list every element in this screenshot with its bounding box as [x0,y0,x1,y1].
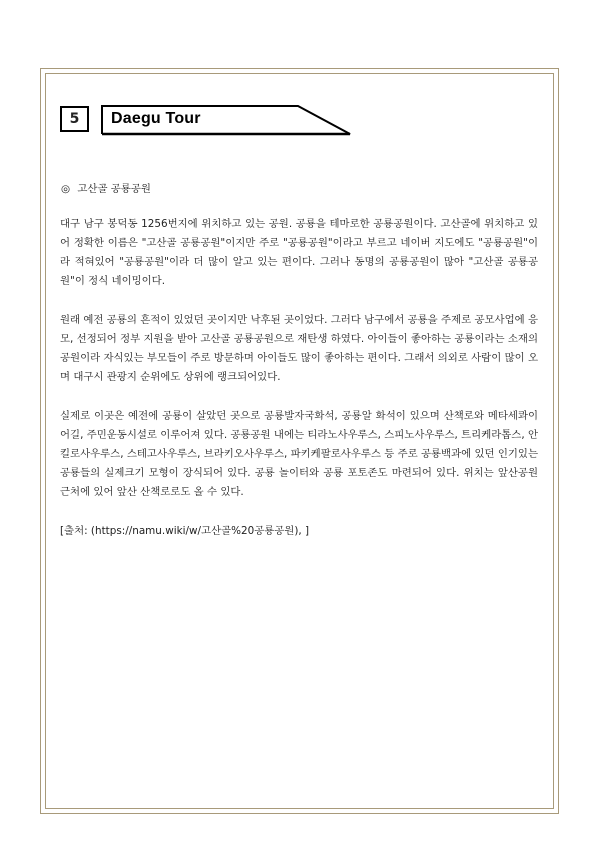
page-title: Daegu Tour [111,110,201,127]
paragraph-1: 대구 남구 봉덕동 1256번지에 위치하고 있는 공원. 공룡을 테마로한 공룡공원이다. 고산골에 위치하고 있어 정확한 이름은 "고산골 공룡공원"이지만 주로 "공룡공원"이라고 부르고 네이버 지도에도 "공룡공원"이라 적혀있어 "공룡공원"이라 더 많이 알고 있는 편이다. 그러나 동명의 공룡공원이 많아 "고산골 공룡공원"이 정식 네이밍이다. [60,218,538,287]
section-marker: ◎ [61,183,71,195]
chapter-number: 5 [60,106,89,132]
paragraph-3: 실제로 이곳은 예전에 공룡이 살았던 곳으로 공룡발자국화석, 공룡알 화석이 있으며 산책로와 메타세콰이어길, 주민운동시설로 이루어져 있다. 공룡공원 내에는 티라노사우루스, 스피노사우루스, 트리케라톱스, 안킬로사우루스, 스테고사우루스, 브라키오사우루스, 파키케팔로사우루스 등 주로 공룡백과에 있던 인기있는 공룡들의 실제크기 모형이 장식되어 있다. 공룡 놀이터와 공룡 포토존도 마련되어 있다. 위치는 앞산공원 근처에 있어 앞산 산책로로도 올 수 있다. [60,410,538,498]
article-body [60,180,538,541]
paragraph-2: 원래 예전 공룡의 흔적이 있었던 곳이지만 낙후된 곳이었다. 그러다 남구에서 공룡을 주제로 공모사업에 응모, 선정되어 정부 지원을 받아 고산골 공룡공원으로 재탄생 하였다. 아이들이 좋아하는 공룡이라는 소재의 공원이라 자식있는 부모들이 주로 방문하며 아이들도 많이 좋아하는 편이다. 그래서 의외로 사람이 많이 오며 대구시 관광지 순위에도 상위에 랭크되어있다. [60,314,538,383]
section-heading [60,180,538,199]
source-citation: [출처: (https://namu.wiki/w/고산골%20공룡공원), ] [60,525,310,537]
section-title: 고산골 공룡공원 [77,183,151,195]
